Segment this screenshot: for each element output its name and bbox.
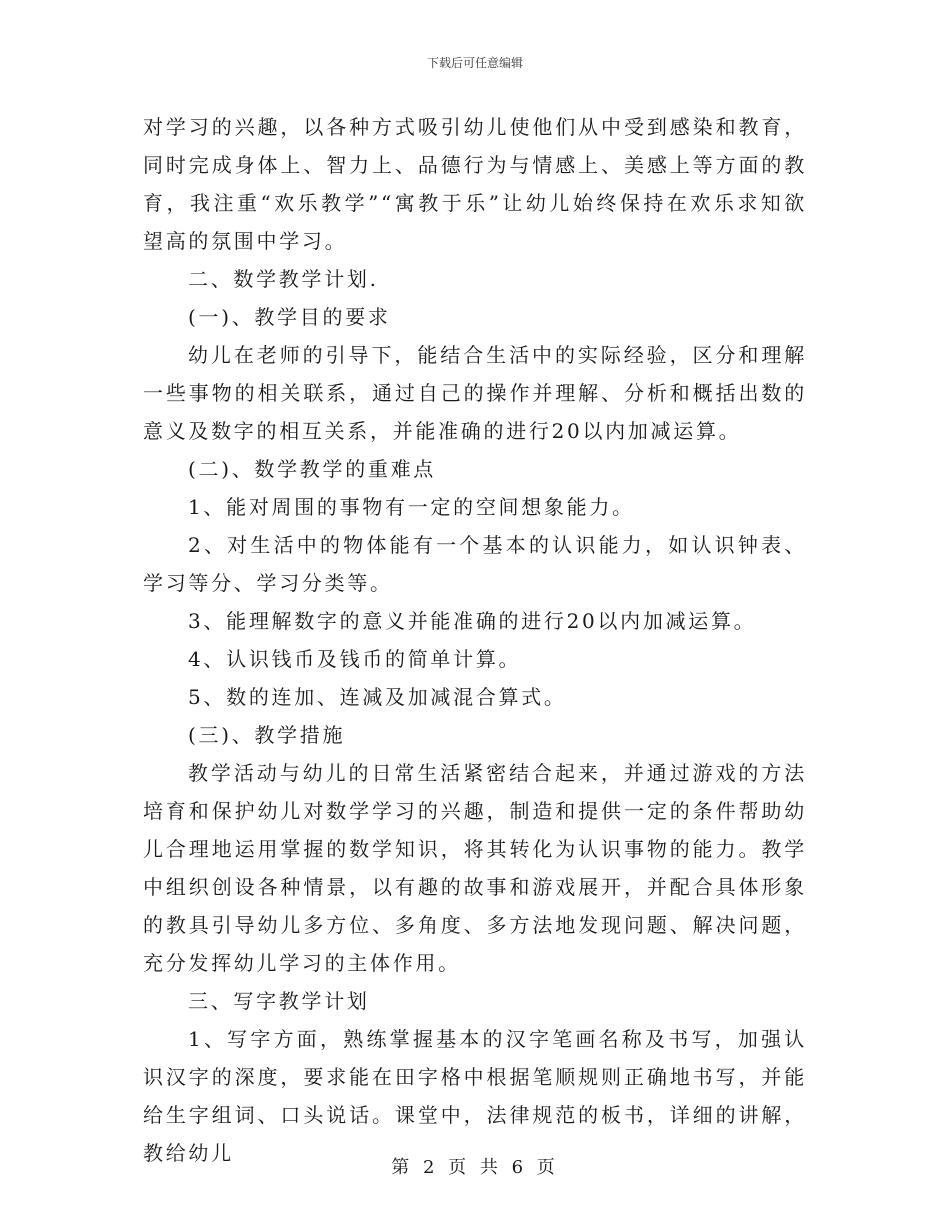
paragraph: 教学活动与幼儿的日常生活紧密结合起来，并通过游戏的方法培育和保护幼儿对数学学习的兴趣，制造和提供一定的条件帮助幼儿合理地运用掌握的数学知识，将其转化为认识事物的能力。教学中组织创设各种情景，以有趣的故事和游戏展开，并配合具体形象的教具引导幼儿多方位、多角度、多方法地发现问题、解决问题，充分发挥幼儿学习的主体作用。 [143,761,807,975]
section-heading: 三、写字教学计划 [188,989,370,1013]
subsection-heading: (三)、教学措施 [188,723,346,747]
document-body [143,108,807,1172]
paragraph: 幼儿在老师的引导下，能结合生活中的实际经验，区分和理解一些事物的相关联系，通过自己的操作并理解、分析和概括出数的意义及数字的相互关系，并能准确的进行20以内加减运算。 [143,343,807,443]
page-header: 下载后可任意编辑 [426,56,523,70]
section-heading: 二、数学教学计划. [188,267,379,291]
subsection-heading: (二)、数学教学的重难点 [188,457,437,481]
page-number-footer: 第 2 页 共 6 页 [391,1157,559,1178]
list-item: 3、能理解数字的意义并能准确的进行20以内加减运算。 [188,609,757,633]
paragraph: 1、写字方面，熟练掌握基本的汉字笔画名称及书写，加强认识汉字的深度，要求能在田字格中根据笔顺规则正确地书写，并能给生字组词、口头说话。课堂中，法律规范的板书，详细的讲解，教给幼儿 [143,1027,807,1165]
subsection-heading: (一)、教学目的要求 [188,305,391,329]
list-item: 4、认识钱币及钱币的简单计算。 [188,647,522,671]
list-item: 5、数的连加、连减及加减混合算式。 [188,685,567,709]
list-item: 1、能对周围的事物有一定的空间想象能力。 [188,495,635,519]
list-item: 2、对生活中的物体能有一个基本的认识能力，如认识钟表、学习等分、学习分类等。 [143,533,807,595]
paragraph: 对学习的兴趣，以各种方式吸引幼儿使他们从中受到感染和教育，同时完成身体上、智力上、品德行为与情感上、美感上等方面的教育，我注重“欢乐教学”“寓教于乐”让幼儿始终保持在欢乐求知欲望高的氛围中学习。 [143,115,807,253]
